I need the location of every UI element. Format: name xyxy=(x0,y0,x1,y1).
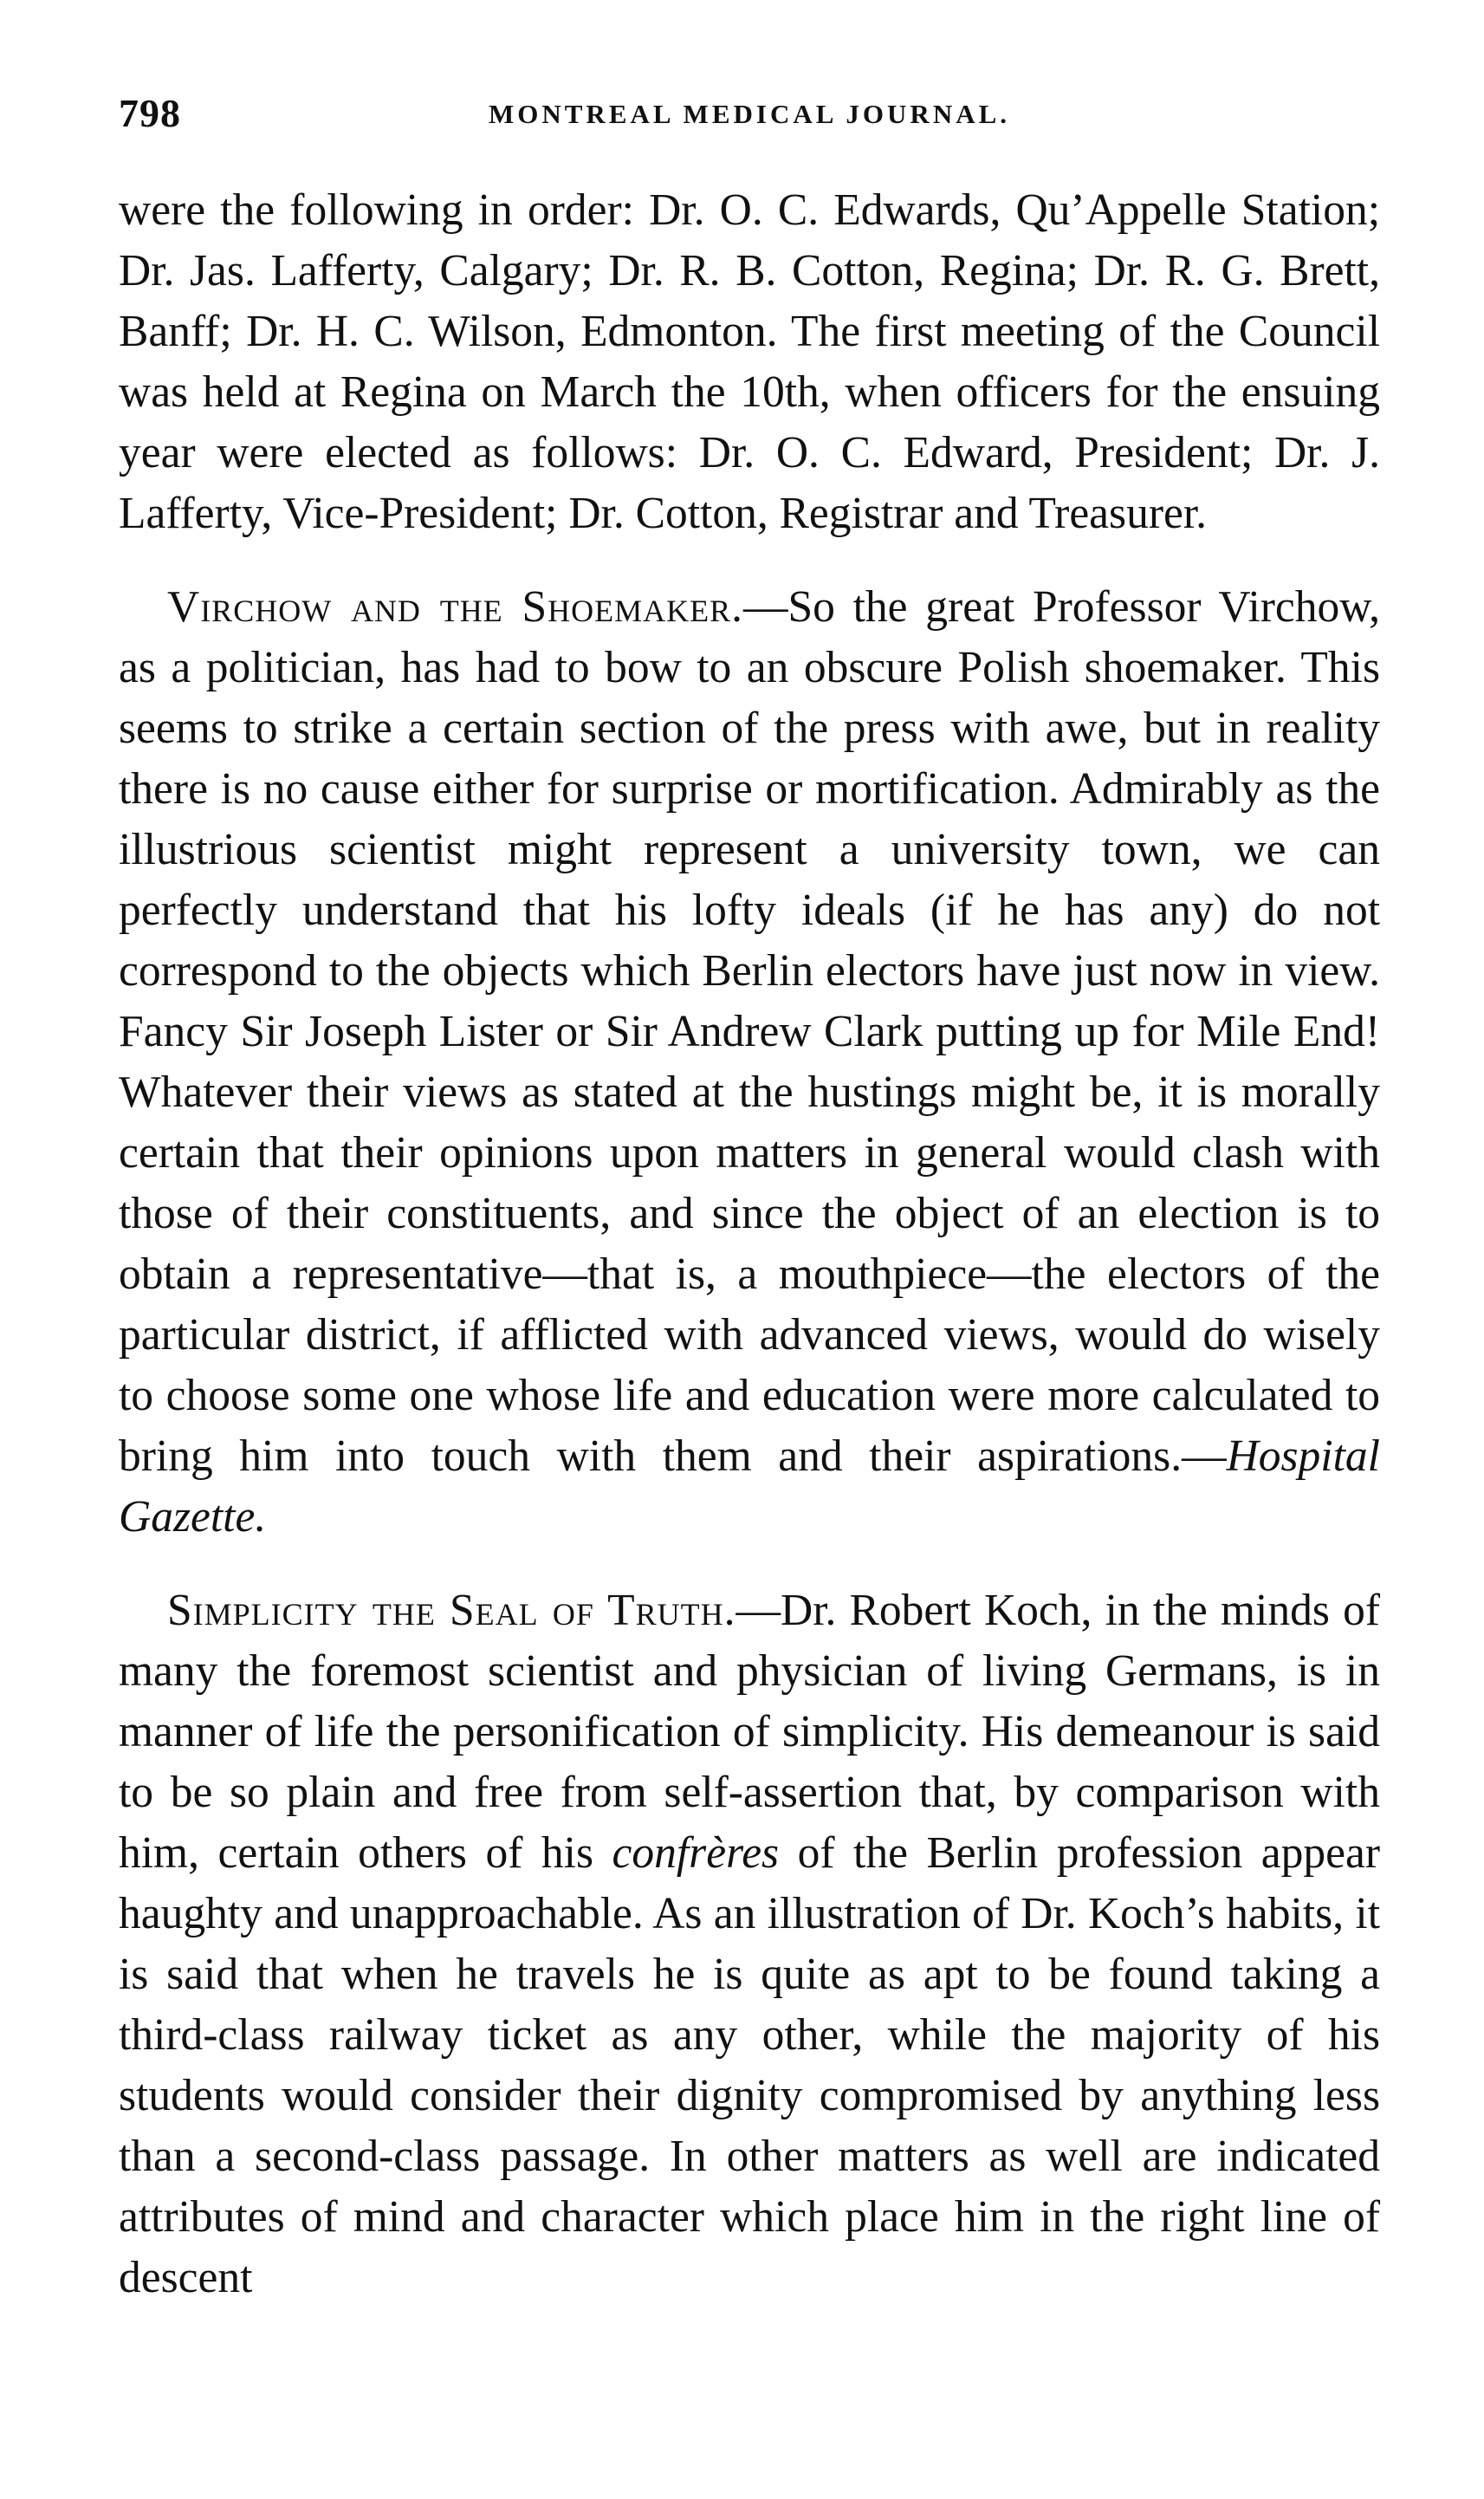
paragraph-body-koch-part1: —Dr. Robert Koch, in the minds of many the foremost scientist and physician of living Germans, is in manner of life the personification of simplicity. His demeanour is said to be so plain and free from self-assertion that, by comparison with him, certain others of his xyxy=(119,1586,1381,1878)
journal-page xyxy=(119,90,1380,2341)
paragraph-council-officers xyxy=(119,180,1380,544)
page-number: 798 xyxy=(119,91,181,135)
section-heading-virchow: Virchow and the Shoemaker. xyxy=(167,582,743,632)
paragraph-body-koch-part2: of the Berlin profession appear haughty and unapproachable. As an illustration of Dr. Koch’s habits, it is said that when he travels he is quite as apt to be found taking a third-class railway ticket as any other, while the majority of his students would consider their dignity compromised by anything less than a second-class passage. In other matters as well are indicated attributes of mind and character which place him in the right line of descent xyxy=(119,1828,1380,2302)
source-citation: Hospital Gazette. xyxy=(119,1431,1380,1542)
paragraph-text: were the following in order: Dr. O. C. Edwards, Qu’Appelle Station; Dr. Jas. Lafferty, Calgary; Dr. R. B. Cotton, Regina; Dr. R. G. Brett, Banff; Dr. H. C. Wilson, Edmonton. The first meeting of the Council was held at Regina on March the 10th, when officers for the ensuing year were elected as follows: Dr. O. C. Edward, President; Dr. J. Lafferty, Vice-President; Dr. Cotton, Registrar and Treasurer. xyxy=(119,185,1380,538)
italic-word: confrères xyxy=(612,1828,780,1878)
journal-title: MONTREAL MEDICAL JOURNAL. xyxy=(488,99,1011,129)
paragraph-koch xyxy=(119,1581,1380,2308)
section-heading-koch: Simplicity the Seal of Truth. xyxy=(167,1586,736,1635)
paragraph-virchow xyxy=(119,577,1380,1548)
paragraph-body-virchow: —So the great Professor Virchow, as a politician, has had to bow to an obscure Polish shoemaker. This seems to strike a certain section of the press with awe, but in reality there is no cause either for surprise or mortification. Admirably as the illustrious scientist might represent a university town, we can perfectly understand that his lofty ideals (if he has any) do not correspond to the objects which Berlin electors have just now in view. Fancy Sir Joseph Lister or Sir Andrew Clark putting up for Mile End! Whatever their views as stated at the hustings might be, it is morally certain that their opinions upon matters in general would clash with those of their constituents, and since the object of an election is to obtain a representative—that is, a mouthpiece—the electors of the particular district, if afflicted with advanced views, would do wisely to choose some one whose life and education were more calculated to bring him into touch with them and their aspirations.— xyxy=(119,582,1380,1481)
running-head xyxy=(119,90,1380,142)
